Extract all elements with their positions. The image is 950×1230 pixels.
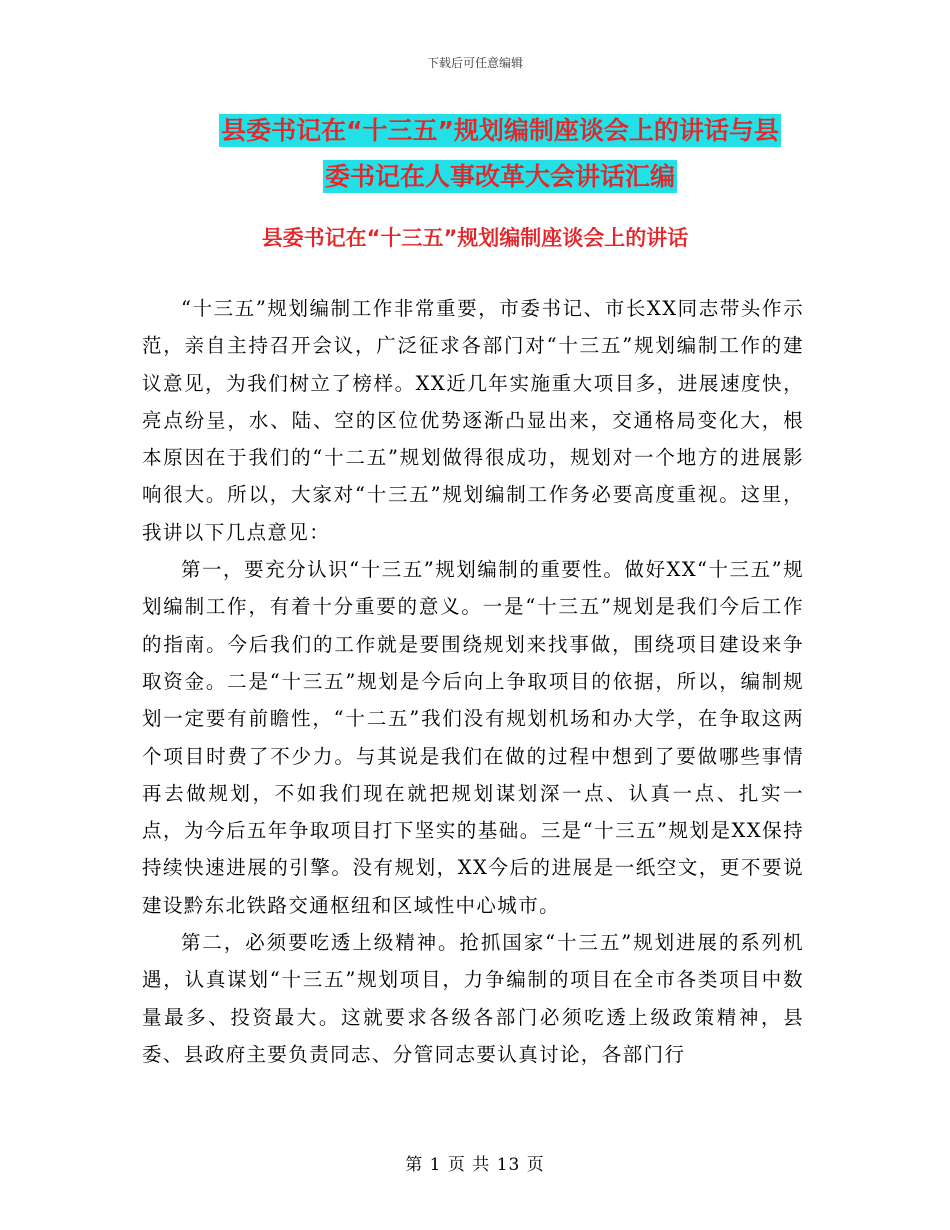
section-title: 县委书记在“十三五”规划编制座谈会上的讲话 [261, 226, 689, 250]
page-header-note: 下载后可任意编辑 [426, 56, 523, 70]
body-text [142, 290, 804, 1073]
document-title-line-2: 委书记在人事改革大会讲话汇编 [324, 162, 675, 191]
document-title [190, 108, 810, 200]
paragraph-2: 第一，要充分认识“十三五”规划编制的重要性。做好XX“十三五”规划编制工作，有着十分重要的意义。一是“十三五”规划是我们今后工作的指南。今后我们的工作就是要围绕规划来找事做，围绕项目建设来争取资金。二是“十三五”规划是今后向上争取项目的依据，所以，编制规划一定要有前瞻性，“十二五”我们没有规划机场和办大学，在争取这两个项目时费了不少力。与其说是我们在做的过程中想到了要做哪些事情再去做规划，不如我们现在就把规划谋划深一点、认真一点、扎实一点，为今后五年争取项目打下坚实的基础。三是“十三五”规划是XX保持持续快速进展的引擎。没有规划，XX今后的进展是一纸空文，更不要说建设黔东北铁路交通枢纽和区域性中心城市。 [142, 558, 804, 917]
paragraph-1: “十三五”规划编制工作非常重要，市委书记、市长XX同志带头作示范，亲自主持召开会议，广泛征求各部门对“十三五”规划编制工作的建议意见，为我们树立了榜样。XX近几年实施重大项目多，进展速度快，亮点纷呈，水、陆、空的区位优势逐渐凸显出来，交通格局变化大，根本原因在于我们的“十二五”规划做得很成功，规划对一个地方的进展影响很大。所以，大家对“十三五”规划编制工作务必要高度重视。这里，我讲以下几点意见： [142, 297, 804, 544]
page-footer-number: 第 1 页 共 13 页 [405, 1155, 545, 1175]
document-title-line-1: 县委书记在“十三五”规划编制座谈会上的讲话与县 [221, 116, 779, 145]
paragraph-3: 第二，必须要吃透上级精神。抢抓国家“十三五”规划进展的系列机遇，认真谋划“十三五”规划项目，力争编制的项目在全市各类项目中数量最多、投资最大。这就要求各级各部门必须吃透上级政策精神，县委、县政府主要负责同志、分管同志要认真讨论，各部门行 [142, 931, 804, 1066]
